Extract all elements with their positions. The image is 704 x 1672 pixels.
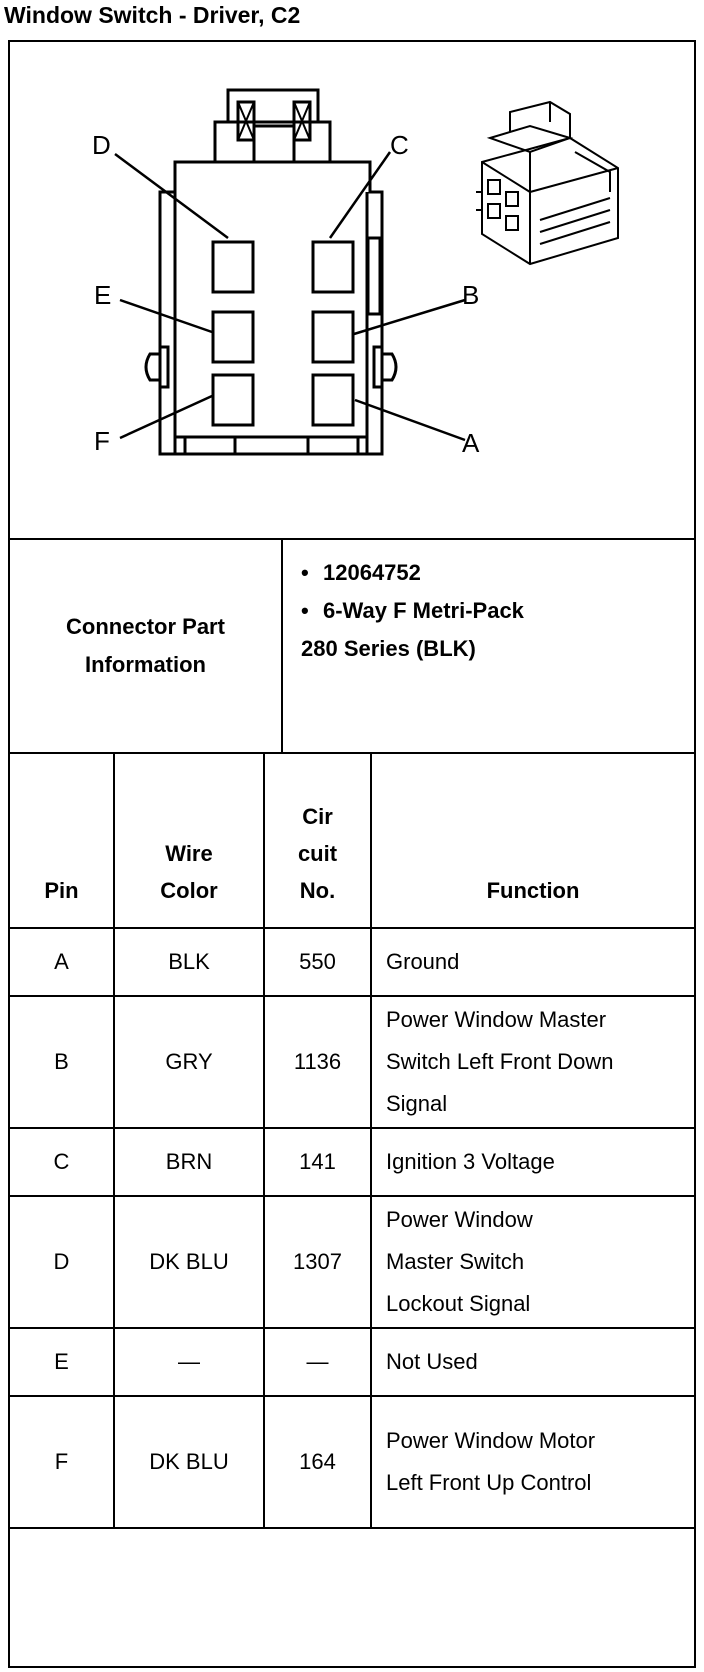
table-row xyxy=(10,1128,694,1196)
wire-color-cell: DK BLU xyxy=(114,1196,264,1328)
pin-cell: D xyxy=(10,1196,114,1328)
function-cell: Power Window Motor Left Front Up Control xyxy=(371,1396,694,1528)
connector-face-drawing xyxy=(10,42,694,538)
connector-info-label: Connector Part Information xyxy=(66,614,225,677)
pin-cell: F xyxy=(10,1396,114,1528)
header-pin: Pin xyxy=(10,754,114,928)
wire-color-cell: — xyxy=(114,1328,264,1396)
header-wire-color: Wire Color xyxy=(114,754,264,928)
table-header-row xyxy=(10,754,694,928)
function-cell: Ignition 3 Voltage xyxy=(371,1128,694,1196)
function-cell: Not Used xyxy=(371,1328,694,1396)
table-row xyxy=(10,1396,694,1528)
connector-info-details xyxy=(283,554,683,668)
header-circuit: Cir cuit No. xyxy=(264,754,371,928)
bullet-dot: • xyxy=(301,598,309,623)
pin-cell: B xyxy=(10,996,114,1128)
connector-part-info xyxy=(10,540,694,754)
circuit-cell: 164 xyxy=(264,1396,371,1528)
function-cell: Power Window Master Switch Lockout Signal xyxy=(371,1196,694,1328)
pin-label-f: F xyxy=(94,426,110,456)
pin-label-e: E xyxy=(94,280,112,310)
pin-cell: E xyxy=(10,1328,114,1396)
wire-color-cell: BRN xyxy=(114,1128,264,1196)
part-number: 12064752 xyxy=(323,560,421,585)
info-bullet xyxy=(283,592,683,630)
pin-label-b: B xyxy=(462,280,480,310)
table-row xyxy=(10,996,694,1128)
circuit-cell: 141 xyxy=(264,1128,371,1196)
info-bullet xyxy=(283,554,683,592)
circuit-cell: — xyxy=(264,1328,371,1396)
pin-label-c: C xyxy=(390,130,409,160)
connector-diagram xyxy=(10,42,694,540)
connector-3d-thumbnail xyxy=(476,102,618,264)
function-cell: Power Window Master Switch Left Front Down Signal xyxy=(371,996,694,1128)
pin-cell: C xyxy=(10,1128,114,1196)
wire-color-cell: GRY xyxy=(114,996,264,1128)
pin-label-a: A xyxy=(462,428,480,458)
connector-type: 6-Way F Metri-Pack xyxy=(323,598,524,623)
pin-label-d: D xyxy=(92,130,111,160)
circuit-cell: 1307 xyxy=(264,1196,371,1328)
wire-color-cell: BLK xyxy=(114,928,264,996)
wire-color-cell: DK BLU xyxy=(114,1396,264,1528)
circuit-cell: 1136 xyxy=(264,996,371,1128)
circuit-cell: 550 xyxy=(264,928,371,996)
page-title: Window Switch - Driver, C2 xyxy=(4,2,301,28)
header-function: Function xyxy=(371,754,694,928)
pin-table xyxy=(10,754,694,1529)
table-row xyxy=(10,1196,694,1328)
function-cell: Ground xyxy=(371,928,694,996)
table-row xyxy=(10,1328,694,1396)
table-row xyxy=(10,928,694,996)
connector-info-label-cell xyxy=(10,540,283,752)
bullet-dot: • xyxy=(301,560,309,585)
pin-cell: A xyxy=(10,928,114,996)
connector-series: 280 Series (BLK) xyxy=(301,636,476,661)
connector-document xyxy=(8,40,696,1668)
